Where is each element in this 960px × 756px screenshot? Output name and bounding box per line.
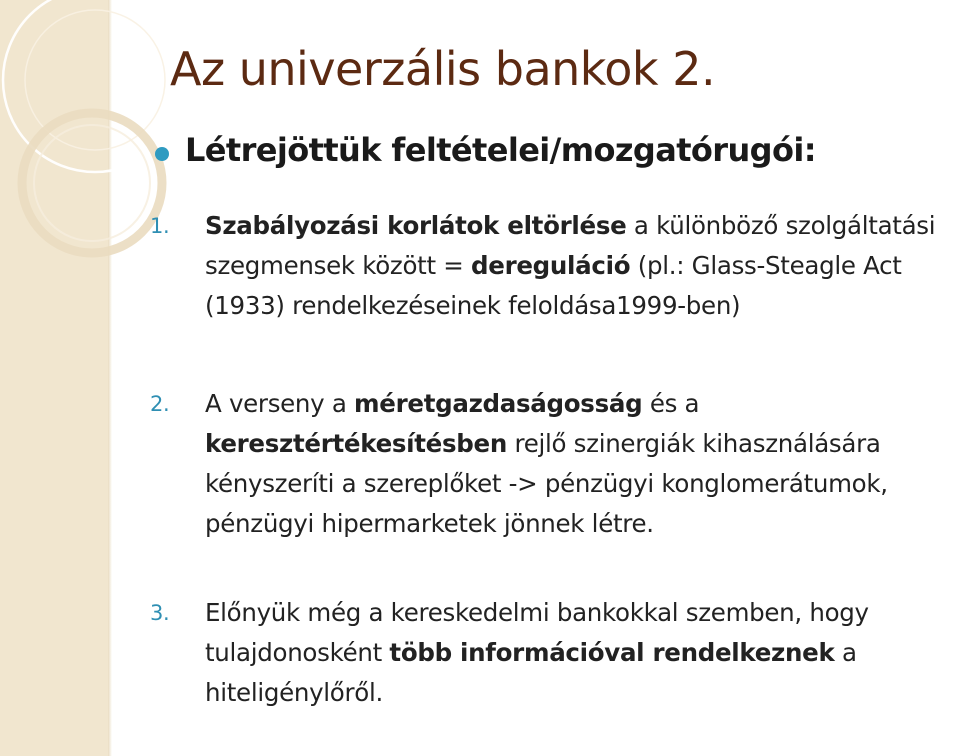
item-text: a különböző szolgáltatási szegmensek között = bbox=[205, 211, 936, 280]
item-number: 2. bbox=[150, 392, 170, 416]
item-text: és a bbox=[642, 389, 700, 418]
item-text: (pl.: Glass-Steagle Act (1933) rendelkezéseinek feloldása1999-ben) bbox=[205, 251, 902, 320]
item-number: 1. bbox=[150, 214, 170, 238]
list-item bbox=[150, 593, 960, 713]
section-heading: Létrejöttük feltételei/mozgatórugói: bbox=[185, 131, 816, 169]
item-text: Előnyük még a kereskedelmi bankokkal szemben, hogy tulajdonosként bbox=[205, 598, 869, 667]
bullet-icon bbox=[155, 147, 169, 161]
list-item bbox=[150, 206, 960, 326]
slide-title: Az univerzális bankok 2. bbox=[170, 42, 716, 96]
item-text-bold: több információval rendelkeznek bbox=[389, 638, 835, 667]
item-text: a hiteligénylőről. bbox=[205, 638, 857, 707]
item-text-bold: keresztértékesítésben bbox=[205, 429, 507, 458]
item-text-bold: Szabályozási korlátok eltörlése bbox=[205, 211, 627, 240]
item-text: A verseny a bbox=[205, 389, 355, 418]
list-item bbox=[150, 384, 960, 544]
item-text-bold: dereguláció bbox=[471, 251, 631, 280]
item-text-bold: méretgazdaságosság bbox=[354, 389, 643, 418]
item-number: 3. bbox=[150, 601, 170, 625]
item-text: rejlő szinergiák kihasználására kényszeríti a szereplőket -> pénzügyi konglomerátumok, pénzügyi hipermarketek jönnek létre. bbox=[205, 429, 888, 538]
